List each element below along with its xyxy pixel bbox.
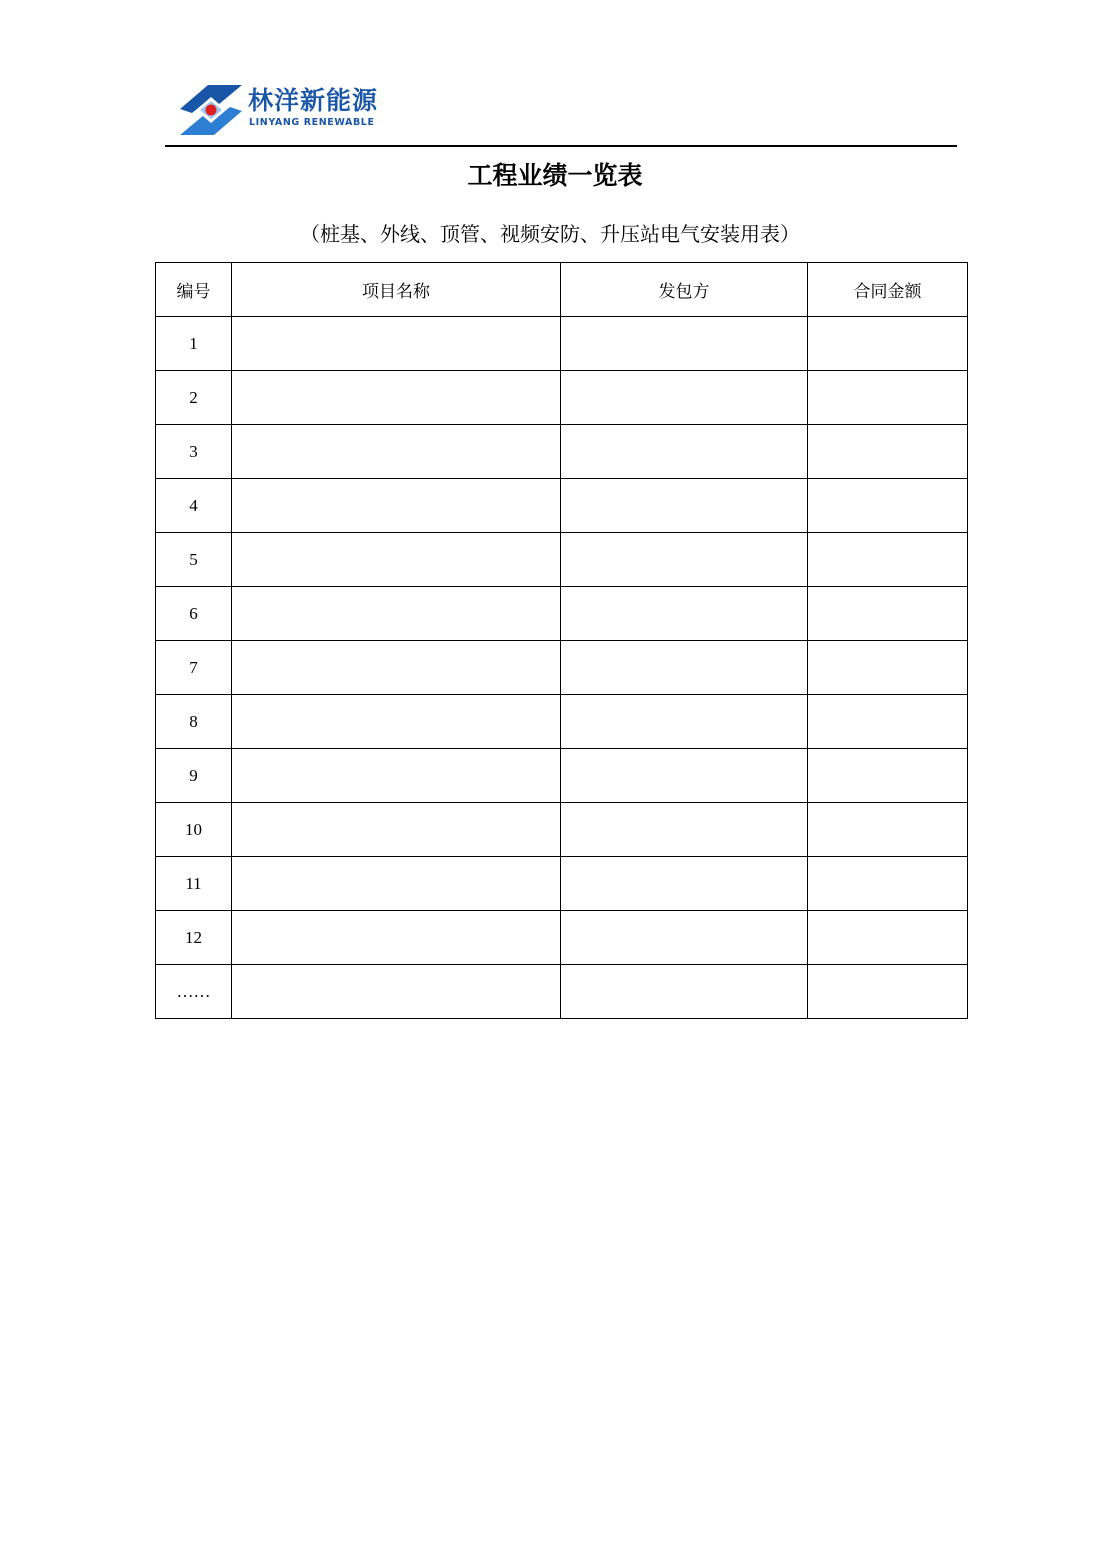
- cell-number: 4: [156, 479, 232, 533]
- cell-project-name[interactable]: [232, 371, 561, 425]
- header-project-name: 项目名称: [232, 263, 561, 317]
- cell-project-name[interactable]: [232, 965, 561, 1019]
- cell-contract-amount[interactable]: [808, 425, 968, 479]
- cell-project-name[interactable]: [232, 479, 561, 533]
- cell-client[interactable]: [561, 965, 808, 1019]
- table-row: [156, 911, 968, 965]
- linyang-logo-icon: [178, 83, 244, 137]
- header-divider: [165, 145, 957, 147]
- company-logo: [178, 83, 393, 139]
- logo-text-chinese: 林洋新能源: [248, 86, 379, 115]
- cell-number: 7: [156, 641, 232, 695]
- cell-project-name[interactable]: [232, 641, 561, 695]
- table-row: [156, 695, 968, 749]
- cell-contract-amount[interactable]: [808, 371, 968, 425]
- performance-table: [155, 262, 968, 1019]
- cell-number: ……: [156, 965, 232, 1019]
- table-row: [156, 425, 968, 479]
- cell-project-name[interactable]: [232, 533, 561, 587]
- cell-project-name[interactable]: [232, 857, 561, 911]
- cell-number: 8: [156, 695, 232, 749]
- cell-project-name[interactable]: [232, 425, 561, 479]
- cell-contract-amount[interactable]: [808, 587, 968, 641]
- performance-table-wrapper: [155, 262, 968, 1019]
- cell-client[interactable]: [561, 911, 808, 965]
- cell-project-name[interactable]: [232, 911, 561, 965]
- header-contract-amount: 合同金额: [808, 263, 968, 317]
- table-header-row: [156, 263, 968, 317]
- cell-client[interactable]: [561, 371, 808, 425]
- table-row: [156, 749, 968, 803]
- document-subtitle: （桩基、外线、顶管、视频安防、升压站电气安装用表）: [300, 222, 800, 246]
- cell-project-name[interactable]: [232, 749, 561, 803]
- document-title: 工程业绩一览表: [467, 161, 643, 190]
- cell-number: 10: [156, 803, 232, 857]
- cell-contract-amount[interactable]: [808, 533, 968, 587]
- cell-project-name[interactable]: [232, 317, 561, 371]
- table-row: [156, 965, 968, 1019]
- cell-project-name[interactable]: [232, 803, 561, 857]
- cell-client[interactable]: [561, 479, 808, 533]
- cell-contract-amount[interactable]: [808, 965, 968, 1019]
- cell-number: 12: [156, 911, 232, 965]
- cell-number: 3: [156, 425, 232, 479]
- cell-client[interactable]: [561, 533, 808, 587]
- table-row: [156, 641, 968, 695]
- cell-number: 9: [156, 749, 232, 803]
- cell-number: 1: [156, 317, 232, 371]
- table-row: [156, 803, 968, 857]
- cell-contract-amount[interactable]: [808, 479, 968, 533]
- cell-number: 6: [156, 587, 232, 641]
- cell-contract-amount[interactable]: [808, 695, 968, 749]
- cell-contract-amount[interactable]: [808, 911, 968, 965]
- cell-number: 2: [156, 371, 232, 425]
- cell-project-name[interactable]: [232, 587, 561, 641]
- cell-contract-amount[interactable]: [808, 749, 968, 803]
- table-row: [156, 533, 968, 587]
- cell-client[interactable]: [561, 317, 808, 371]
- cell-client[interactable]: [561, 749, 808, 803]
- header-client: 发包方: [561, 263, 808, 317]
- cell-contract-amount[interactable]: [808, 803, 968, 857]
- cell-client[interactable]: [561, 857, 808, 911]
- cell-contract-amount[interactable]: [808, 641, 968, 695]
- cell-number: 11: [156, 857, 232, 911]
- table-row: [156, 317, 968, 371]
- cell-client[interactable]: [561, 641, 808, 695]
- cell-number: 5: [156, 533, 232, 587]
- cell-contract-amount[interactable]: [808, 317, 968, 371]
- cell-client[interactable]: [561, 695, 808, 749]
- logo-text-english: LINYANG RENEWABLE: [249, 117, 375, 128]
- cell-contract-amount[interactable]: [808, 857, 968, 911]
- cell-client[interactable]: [561, 803, 808, 857]
- cell-client[interactable]: [561, 587, 808, 641]
- table-row: [156, 371, 968, 425]
- cell-client[interactable]: [561, 425, 808, 479]
- header-number: 编号: [156, 263, 232, 317]
- table-row: [156, 857, 968, 911]
- table-row: [156, 587, 968, 641]
- table-row: [156, 479, 968, 533]
- cell-project-name[interactable]: [232, 695, 561, 749]
